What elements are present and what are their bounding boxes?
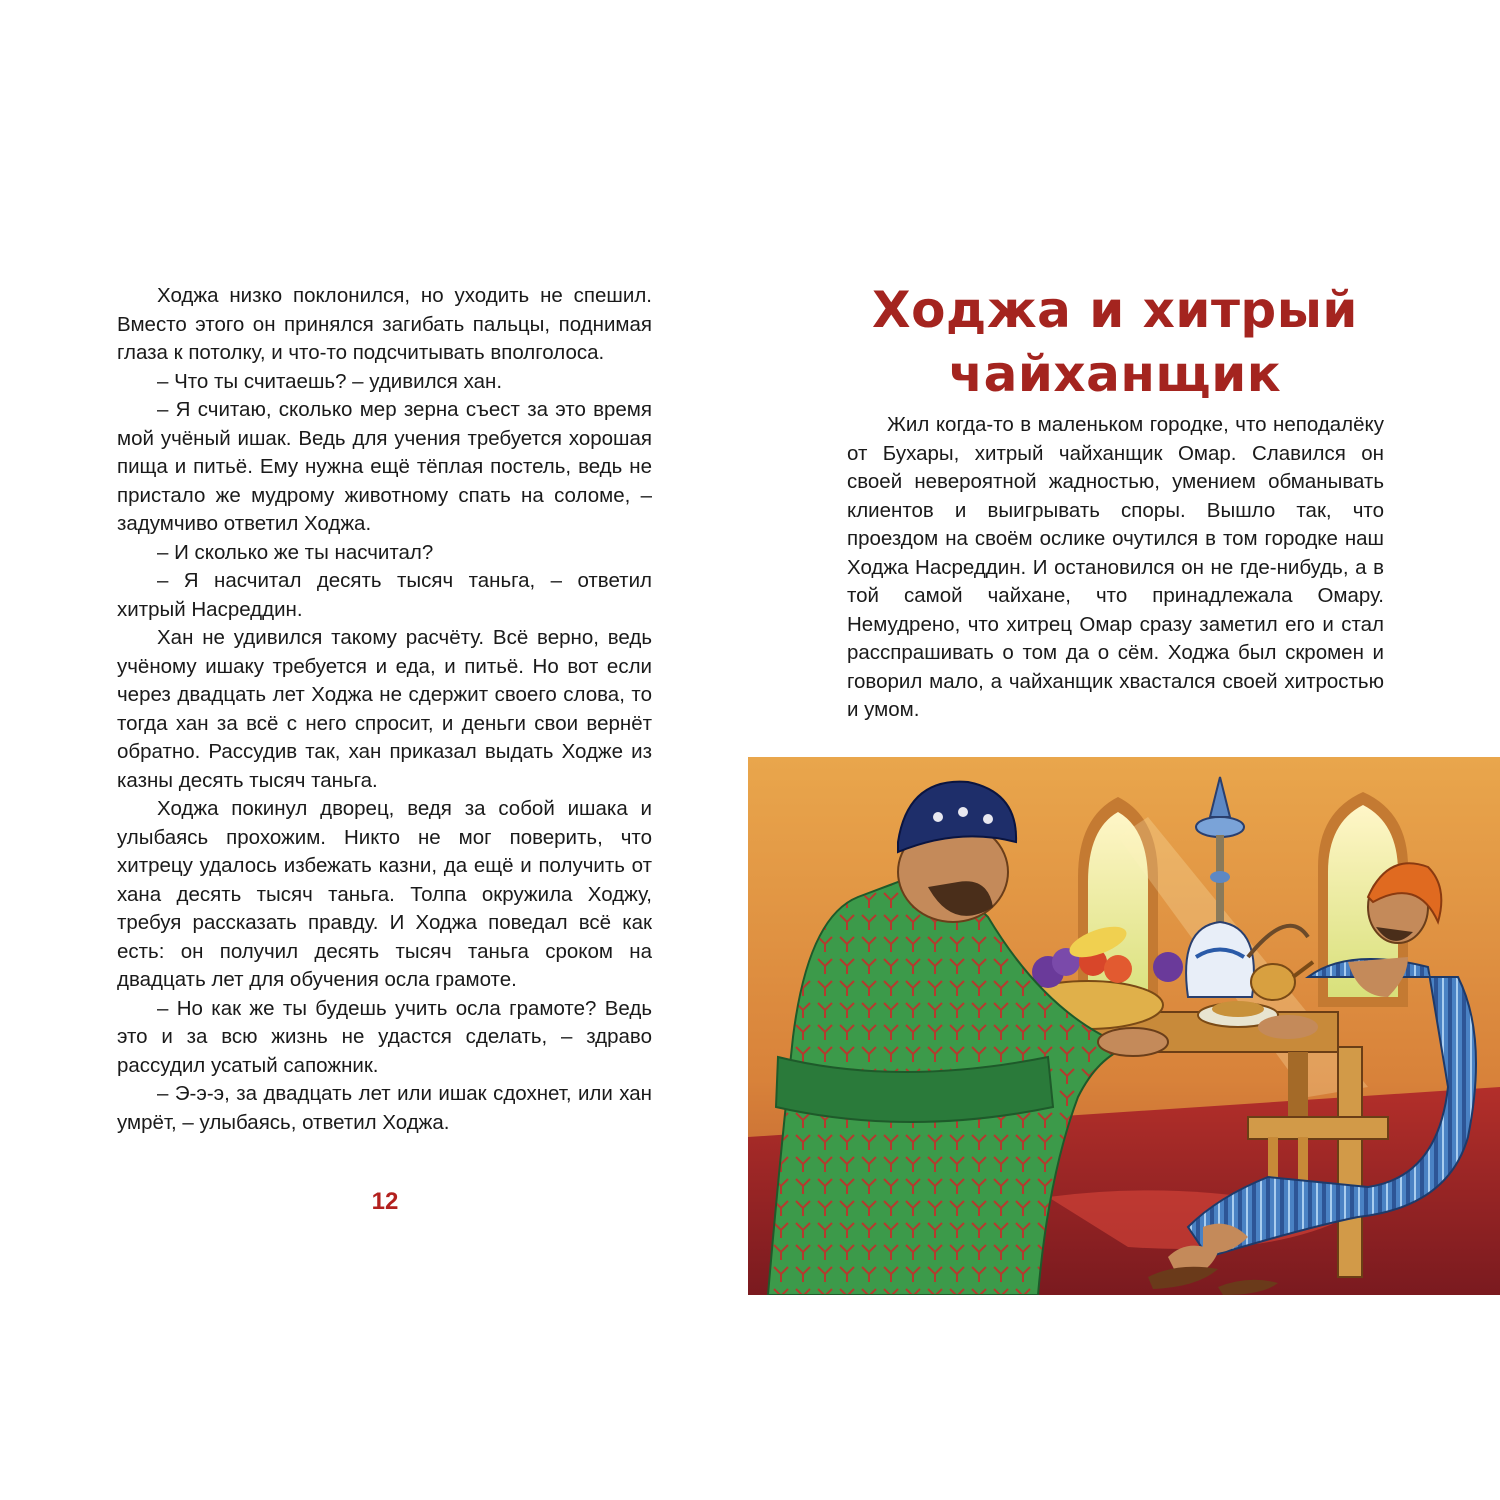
paragraph: – И сколько же ты насчитал? [157,540,434,564]
title-line: Ходжа и хитрый [872,281,1358,339]
title-line: чайханщик [948,345,1282,403]
paragraph: – Но как же ты будешь учить осла грамоте? Ведь это и за всю жизнь не удастся сделать, – здраво рассудил усатый сапожник. [117,996,652,1077]
paragraph: Жил когда-то в маленьком городке, что неподалёку от Бухары, хитрый чайханщик Омар. Славился он своей невероятной жадностью, умением обманывать клиентов и выигрывать споры. Вышло так, что проездом на своём ослике очутился в том городке наш Ходжа Насреддин. И остановился он не где-нибудь, а в той самой чайхане, что принадлежала Омару. Немудрено, что хитрец Омар сразу заметил его и стал расспрашивать о том да о сём. Ходжа был скромен и говорил мало, а чайханщик хвастался своей хитростью и умом. [847,413,1384,721]
paragraph: Ходжа покинул дворец, ведя за собой ишака и улыбаясь прохожим. Никто не мог поверить, что хитрецу удалось избежать казни, да ещё и получить от хана десять тысяч таньга. Толпа окружила Ходжу, требуя рассказать правду. И Ходжа поведал всё как есть: он получил десять тысяч таньга сроком на двадцать лет для обучения осла грамоте. [117,797,652,991]
story-illustration [748,757,1500,1295]
paragraph: Ходжа низко поклонился, но уходить не спешил. Вместо этого он принялся загибать пальцы, поднимая глаза к потолку, и что-то подсчитывать вполголоса. [117,284,652,364]
story-title [820,278,1410,406]
page-number: 12 [371,1188,399,1215]
paragraph: – Э-э-э, за двадцать лет или ишак сдохнет, или хан умрёт, – улыбаясь, ответил Ходжа. [117,1082,652,1134]
paragraph: – Я считаю, сколько мер зерна съест за это время мой учёный ишак. Ведь для учения требуется хорошая пища и питьё. Ему нужна ещё тёплая постель, ведь не пристало же мудрому животному спать на соломе, – задумчиво ответил Ходжа. [117,398,652,535]
paragraph: Хан не удивился такому расчёту. Всё верно, ведь учёному ишаку требуется и еда, и питьё. Но вот если через двадцать лет Ходжа не сдержит своего слова, то тогда хан за всё с него спросит, и деньги свои вернёт обратно. Рассудив так, хан приказал выдать Ходже из казны десять тысяч таньга. [117,626,652,792]
right-page-text [847,411,1384,725]
paragraph: – Я насчитал десять тысяч таньга, – ответил хитрый Насреддин. [117,569,652,621]
paragraph: – Что ты считаешь? – удивился хан. [157,369,503,393]
left-page-text [117,282,652,1137]
